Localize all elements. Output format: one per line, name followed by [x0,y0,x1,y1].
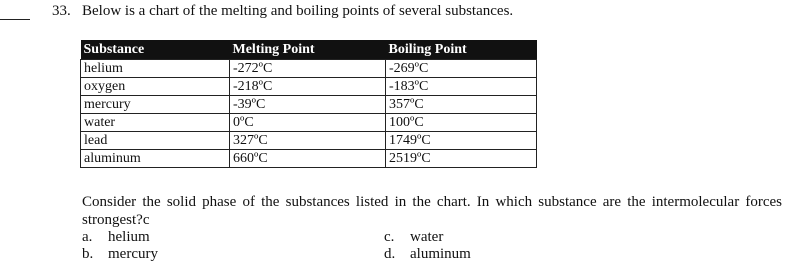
question-stem: Below is a chart of the melting and boiling points of several substances. [82,3,514,19]
header-melting-point: Melting Point [230,40,386,60]
question-prompt: Consider the solid phase of the substances listed in the chart. In which substance are the intermolecular forces strongest?c [82,194,782,228]
choice-letter: b. [82,246,94,262]
header-boiling-point: Boiling Point [386,40,537,60]
cell-substance: mercury [81,96,230,114]
table-row [81,114,537,132]
cell-melting: 0ºC [230,114,386,132]
table-row [81,96,537,114]
cell-substance: helium [81,60,230,78]
choice-c[interactable] [384,229,443,246]
cell-boiling: 100ºC [386,114,537,132]
table-row [81,60,537,78]
choice-letter: c. [384,229,395,245]
cell-boiling: -183ºC [386,78,537,96]
header-substance: Substance [81,40,230,60]
cell-substance: oxygen [81,78,230,96]
cell-substance: lead [81,132,230,150]
choice-text: aluminum [410,246,471,262]
cell-substance: water [81,114,230,132]
choice-letter: a. [82,229,93,245]
cell-substance: aluminum [81,150,230,168]
cell-boiling: 2519ºC [386,150,537,168]
choice-letter: d. [384,246,396,262]
cell-boiling: 1749ºC [386,132,537,150]
cell-boiling: -269ºC [386,60,537,78]
cell-boiling: 357ºC [386,96,537,114]
table-row [81,78,537,96]
choice-text: mercury [108,246,158,262]
choice-text: water [410,229,444,245]
question-number: 33. [52,3,71,19]
melting-boiling-table [80,40,537,168]
answer-blank [0,19,30,20]
choice-d[interactable] [384,246,471,263]
choice-text: helium [108,229,150,245]
choice-b[interactable] [82,246,158,263]
cell-melting: -272ºC [230,60,386,78]
cell-melting: 660ºC [230,150,386,168]
table-row [81,150,537,168]
cell-melting: 327ºC [230,132,386,150]
cell-melting: -39ºC [230,96,386,114]
table-header-row [81,40,537,60]
cell-melting: -218ºC [230,78,386,96]
choice-a[interactable] [82,229,150,246]
table-row [81,132,537,150]
